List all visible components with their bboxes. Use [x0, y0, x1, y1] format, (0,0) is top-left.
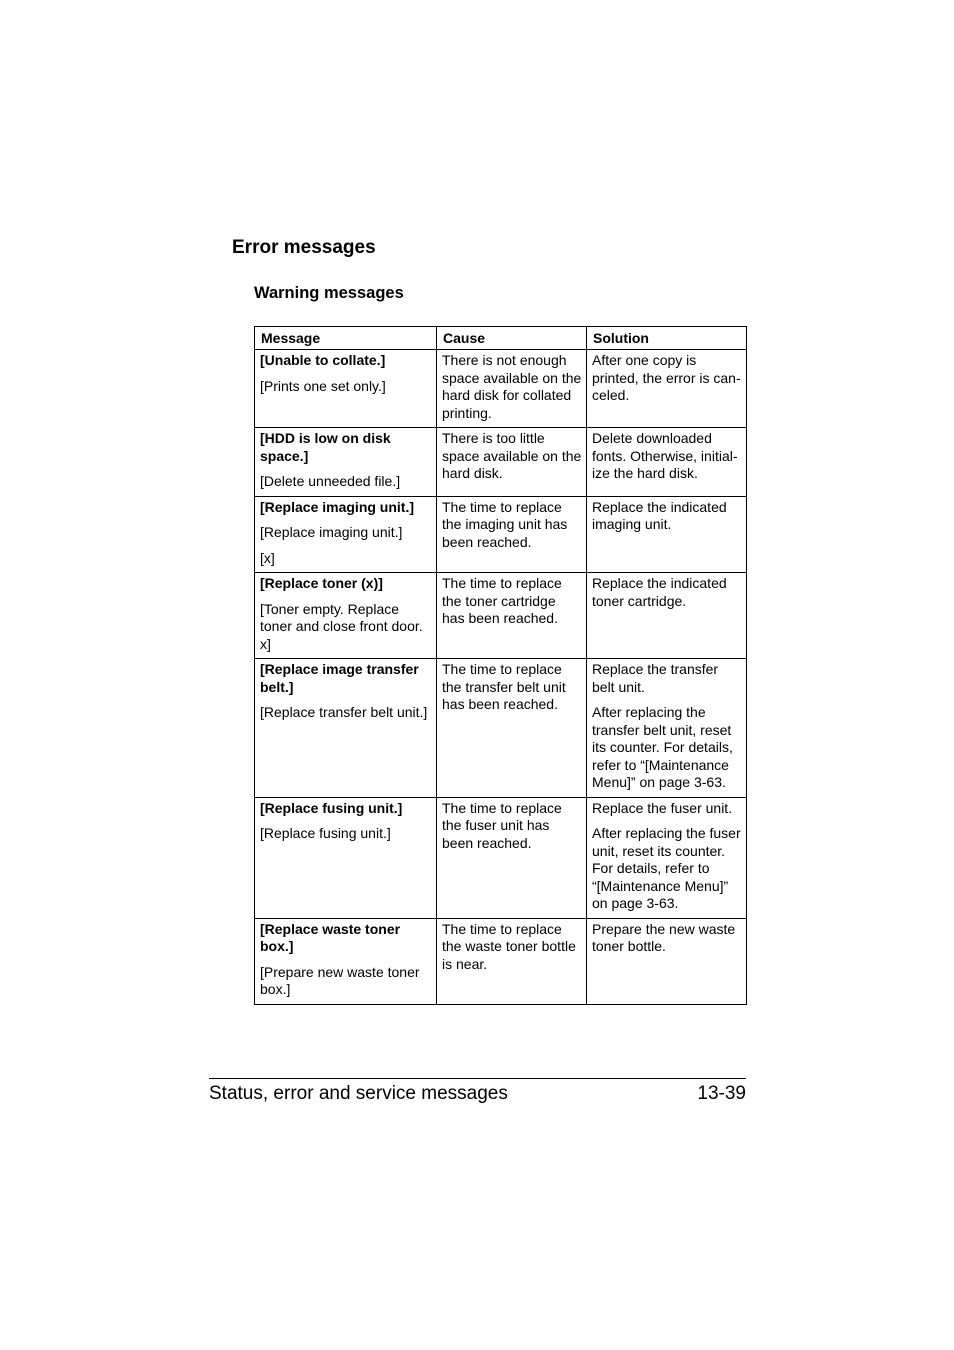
message-title: [Replace waste toner box.]	[260, 920, 401, 954]
message-cell	[255, 573, 437, 659]
solution-text: Replace the fuser unit.	[592, 799, 733, 816]
solution-text: Delete downloaded fonts. Otherwise, initial-ize the hard disk.	[592, 430, 738, 481]
cause-text: The time to replace the transfer belt unit has been reached.	[442, 661, 566, 712]
footer-section-title: Status, error and service messages	[209, 1083, 508, 1104]
solution-text: After replacing the fuser unit, reset its counter. For details, refer to “[Maintenance Menu]” on page 3-63.	[592, 825, 741, 911]
page-heading: Error messages	[232, 237, 376, 258]
message-text: [x]	[260, 549, 275, 566]
solution-cell	[587, 573, 747, 659]
message-text: [Toner empty. Replace toner and close front door. x]	[260, 600, 423, 652]
solution-cell	[587, 428, 747, 497]
cause-cell	[437, 918, 587, 1004]
solution-cell	[587, 350, 747, 428]
message-title: [HDD is low on disk space.]	[260, 430, 391, 464]
table-header-row	[255, 327, 747, 350]
column-header-message: Message	[255, 327, 437, 350]
section-subheading: Warning messages	[254, 284, 404, 302]
solution-cell	[587, 918, 747, 1004]
message-title: [Replace fusing unit.]	[260, 799, 403, 816]
message-cell	[255, 797, 437, 918]
solution-text: Prepare the new waste toner bottle.	[592, 920, 736, 954]
message-text: [Replace transfer belt unit.]	[260, 704, 428, 720]
message-cell	[255, 918, 437, 1004]
table-row	[255, 496, 747, 573]
column-header-solution: Solution	[587, 327, 747, 350]
message-text: [Replace imaging unit.]	[260, 524, 403, 540]
message-title: [Replace toner (x)]	[260, 575, 383, 591]
message-text: [Prepare new waste toner box.]	[260, 963, 420, 997]
cause-text: There is too little space available on the hard disk.	[442, 430, 582, 481]
message-title: [Replace image transfer belt.]	[260, 661, 419, 695]
message-cell	[255, 350, 437, 428]
solution-text: Replace the indicated imaging unit.	[592, 498, 727, 532]
message-cell	[255, 496, 437, 573]
message-title: [Replace imaging unit.]	[260, 498, 415, 515]
table-row	[255, 573, 747, 659]
cause-cell	[437, 496, 587, 573]
message-cell	[255, 428, 437, 497]
solution-text: After replacing the transfer belt unit, reset its counter. For details, refer to “[Maintenance Menu]” on page 3-63.	[592, 704, 733, 790]
cause-text: The time to replace the waste toner bottle is near.	[442, 920, 576, 972]
table-row	[255, 918, 747, 1004]
message-text: [Prints one set only.]	[260, 377, 386, 394]
solution-cell	[587, 797, 747, 918]
cause-cell	[437, 573, 587, 659]
message-text: [Replace fusing unit.]	[260, 825, 391, 841]
warning-messages-table	[254, 326, 747, 1005]
message-text: [Delete unneeded file.]	[260, 473, 401, 489]
cause-text: There is not enough space available on the hard disk for collated printing.	[442, 352, 582, 421]
table-row	[255, 428, 747, 497]
cause-text: The time to replace the imaging unit has been reached.	[442, 498, 568, 550]
cause-cell	[437, 659, 587, 798]
solution-cell	[587, 659, 747, 798]
cause-cell	[437, 350, 587, 428]
column-header-cause: Cause	[437, 327, 587, 350]
message-title: [Unable to collate.]	[260, 352, 386, 368]
solution-text: Replace the indicated toner cartridge.	[592, 575, 727, 609]
solution-text: Replace the transfer belt unit.	[592, 661, 719, 695]
message-cell	[255, 659, 437, 798]
solution-text: After one copy is printed, the error is can-celed.	[592, 352, 741, 403]
footer-page-number: 13-39	[697, 1083, 746, 1104]
table-row	[255, 797, 747, 918]
cause-cell	[437, 428, 587, 497]
table-row	[255, 350, 747, 428]
cause-cell	[437, 797, 587, 918]
solution-cell	[587, 496, 747, 573]
footer-divider	[209, 1078, 746, 1079]
cause-text: The time to replace the toner cartridge has been reached.	[442, 575, 562, 626]
cause-text: The time to replace the fuser unit has been reached.	[442, 799, 562, 851]
table-row	[255, 659, 747, 798]
